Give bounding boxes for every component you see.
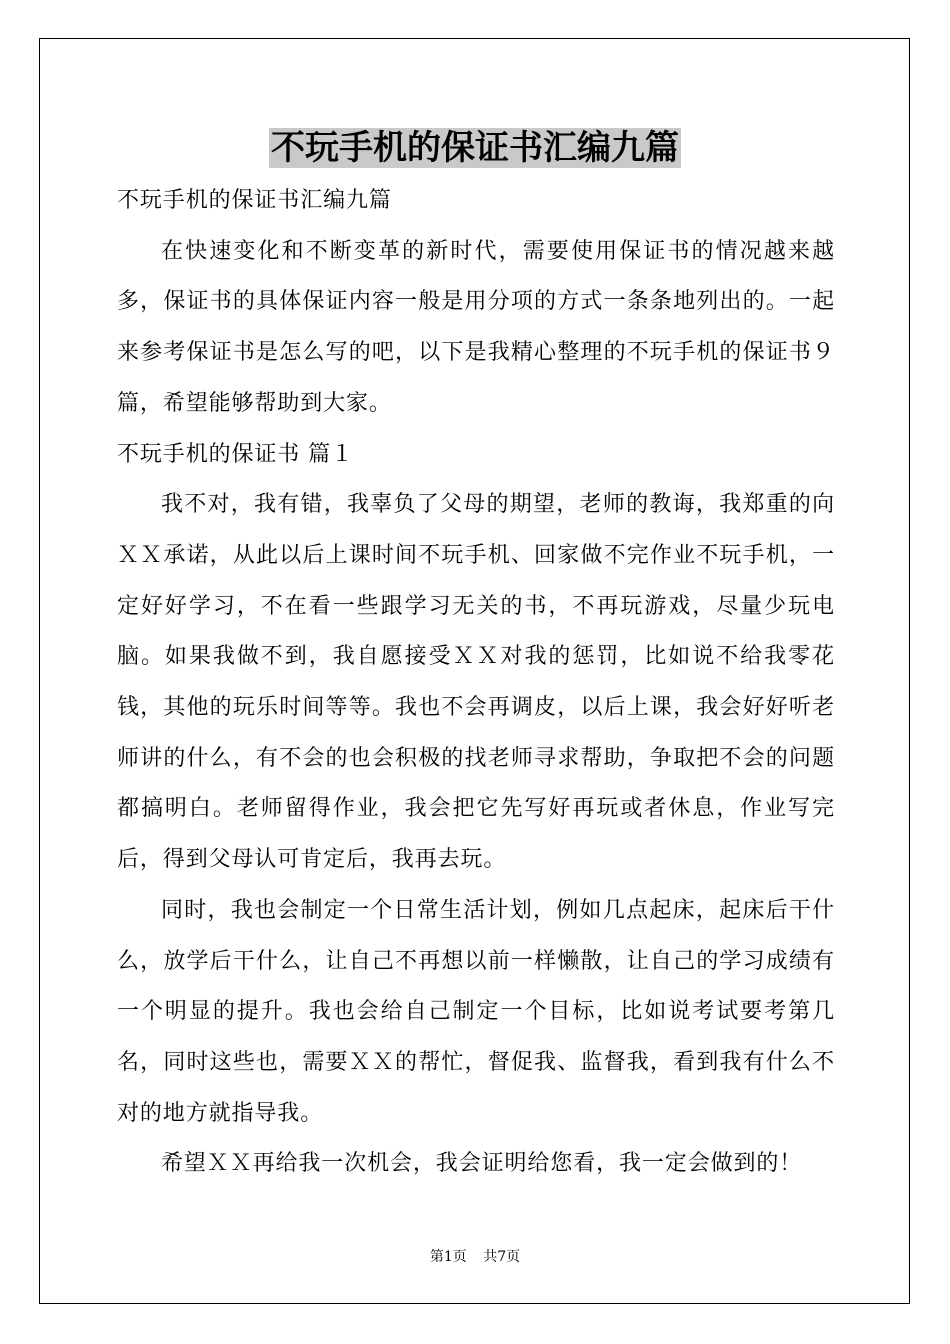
page-number-current: 第1页 — [429, 1249, 467, 1265]
section-heading: 不玩手机的保证书 篇１ — [117, 441, 354, 467]
paragraph-intro: 在快速变化和不断变革的新时代，需要使用保证书的情况越来越多，保证书的具体保证内容一般是用分项的方式一条条地列出的。一起来参考保证书是怎么写的吧，以下是我精心整理的不玩手机的保证书９篇，希望能够帮助到大家。 — [117, 238, 835, 416]
paragraph: 我不对，我有错，我辜负了父母的期望，老师的教诲，我郑重的向ＸＸ承诺，从此以后上课时间不玩手机、回家做不完作业不玩手机，一定好好学习，不在看一些跟学习无关的书，不再玩游戏，尽量少玩电脑。如果我做不到，我自愿接受ＸＸ对我的惩罚，比如说不给我零花钱，其他的玩乐时间等等。我也不会再调皮，以后上课，我会好好听老师讲的什么，有不会的也会积极的找老师寻求帮助，争取把不会的问题都搞明白。老师留得作业，我会把它先写好再玩或者休息，作业写完后，得到父母认可肯定后，我再去玩。 — [117, 492, 835, 873]
page-number-total: 共7页 — [483, 1249, 521, 1265]
paragraph: 同时，我也会制定一个日常生活计划，例如几点起床，起床后干什么，放学后干什么，让自己不再想以前一样懒散，让自己的学习成绩有一个明显的提升。我也会给自己制定一个目标，比如说考试要考第几名，同时这些也，需要ＸＸ的帮忙，督促我、监督我，看到我有什么不对的地方就指导我。 — [117, 897, 835, 1126]
document-title-text: 不玩手机的保证书汇编九篇 — [271, 128, 679, 168]
document-title — [0, 124, 950, 172]
paragraph: 希望ＸＸ再给我一次机会，我会证明给您看，我一定会做到的！ — [161, 1151, 803, 1177]
paragraph-subtitle: 不玩手机的保证书汇编九篇 — [117, 188, 392, 213]
document-body — [117, 176, 835, 1190]
page-footer — [0, 1247, 950, 1267]
